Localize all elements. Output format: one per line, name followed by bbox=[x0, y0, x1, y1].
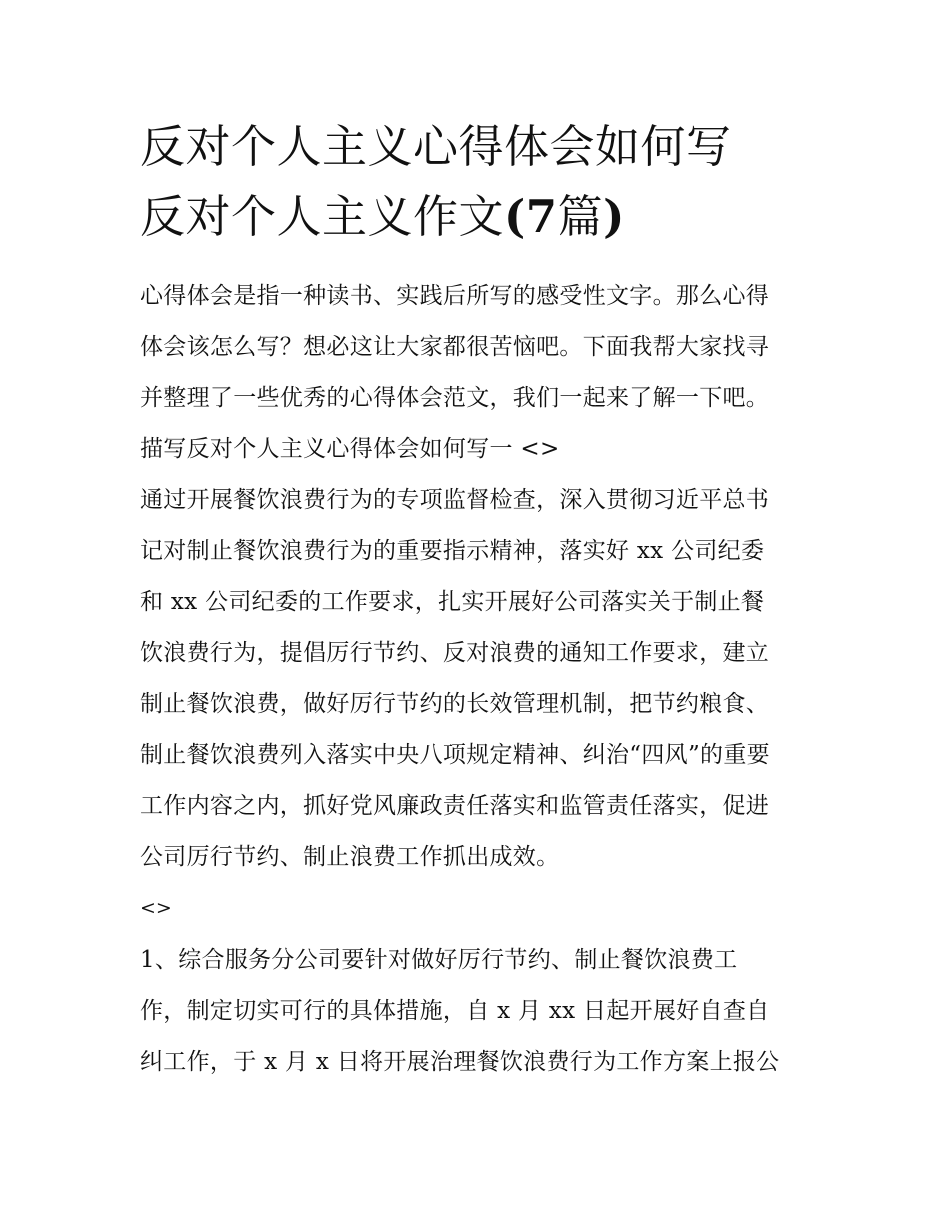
body-line: 通过开展餐饮浪费行为的专项监督检查，深入贯彻习近平总书 bbox=[140, 487, 770, 513]
item-line: 1、综合服务分公司要针对做好厉行节约、制止餐饮浪费工 bbox=[140, 947, 738, 973]
intro-line: 心得体会是指一种读书、实践后所写的感受性文字。那么心得 bbox=[140, 283, 770, 309]
item-line: 纠工作，于 x 月 x 日将开展治理餐饮浪费行为工作方案上报公 bbox=[140, 1049, 780, 1075]
body-line: 公司厉行节约、制止浪费工作抓出成效。 bbox=[140, 844, 560, 870]
item-line: 作，制定切实可行的具体措施，自 x 月 xx 日起开展好自查自 bbox=[140, 998, 770, 1024]
title-line-1: 反对个人主义心得体会如何写 bbox=[140, 120, 732, 173]
body-paragraph bbox=[140, 475, 812, 883]
title-line-2-text: 反对个人主义作文 bbox=[140, 190, 505, 243]
body-line: 制止餐饮浪费列入落实中央八项规定精神、纠治“四风”的重要 bbox=[140, 742, 770, 768]
intro-line: 并整理了一些优秀的心得体会范文，我们一起来了解一下吧。 bbox=[140, 385, 770, 411]
document-title bbox=[140, 112, 812, 252]
title-line-2-paren: (7 bbox=[504, 190, 558, 243]
body-line: 饮浪费行为，提倡厉行节约、反对浪费的通知工作要求，建立 bbox=[140, 640, 770, 666]
intro-line: 体会该怎么写？想必这让大家都很苦恼吧。下面我帮大家找寻 bbox=[140, 334, 770, 360]
section-marker: <> bbox=[140, 897, 172, 919]
body-line: 制止餐饮浪费，做好厉行节约的长效管理机制，把节约粮食、 bbox=[140, 691, 770, 717]
title-line-2-text-2: 篇 bbox=[557, 190, 604, 243]
body-line: 和 xx 公司纪委的工作要求，扎实开展好公司落实关于制止餐 bbox=[140, 589, 765, 615]
title-line-2-close: ) bbox=[603, 190, 625, 243]
document-content bbox=[140, 112, 812, 1088]
section-heading: 描写反对个人主义心得体会如何写一 <> bbox=[140, 436, 560, 462]
list-item bbox=[140, 935, 812, 1088]
body-line: 记对制止餐饮浪费行为的重要指示精神，落实好 xx 公司纪委 bbox=[140, 538, 765, 564]
intro-paragraph bbox=[140, 271, 812, 424]
body-line: 工作内容之内，抓好党风廉政责任落实和监管责任落实，促进 bbox=[140, 793, 770, 819]
